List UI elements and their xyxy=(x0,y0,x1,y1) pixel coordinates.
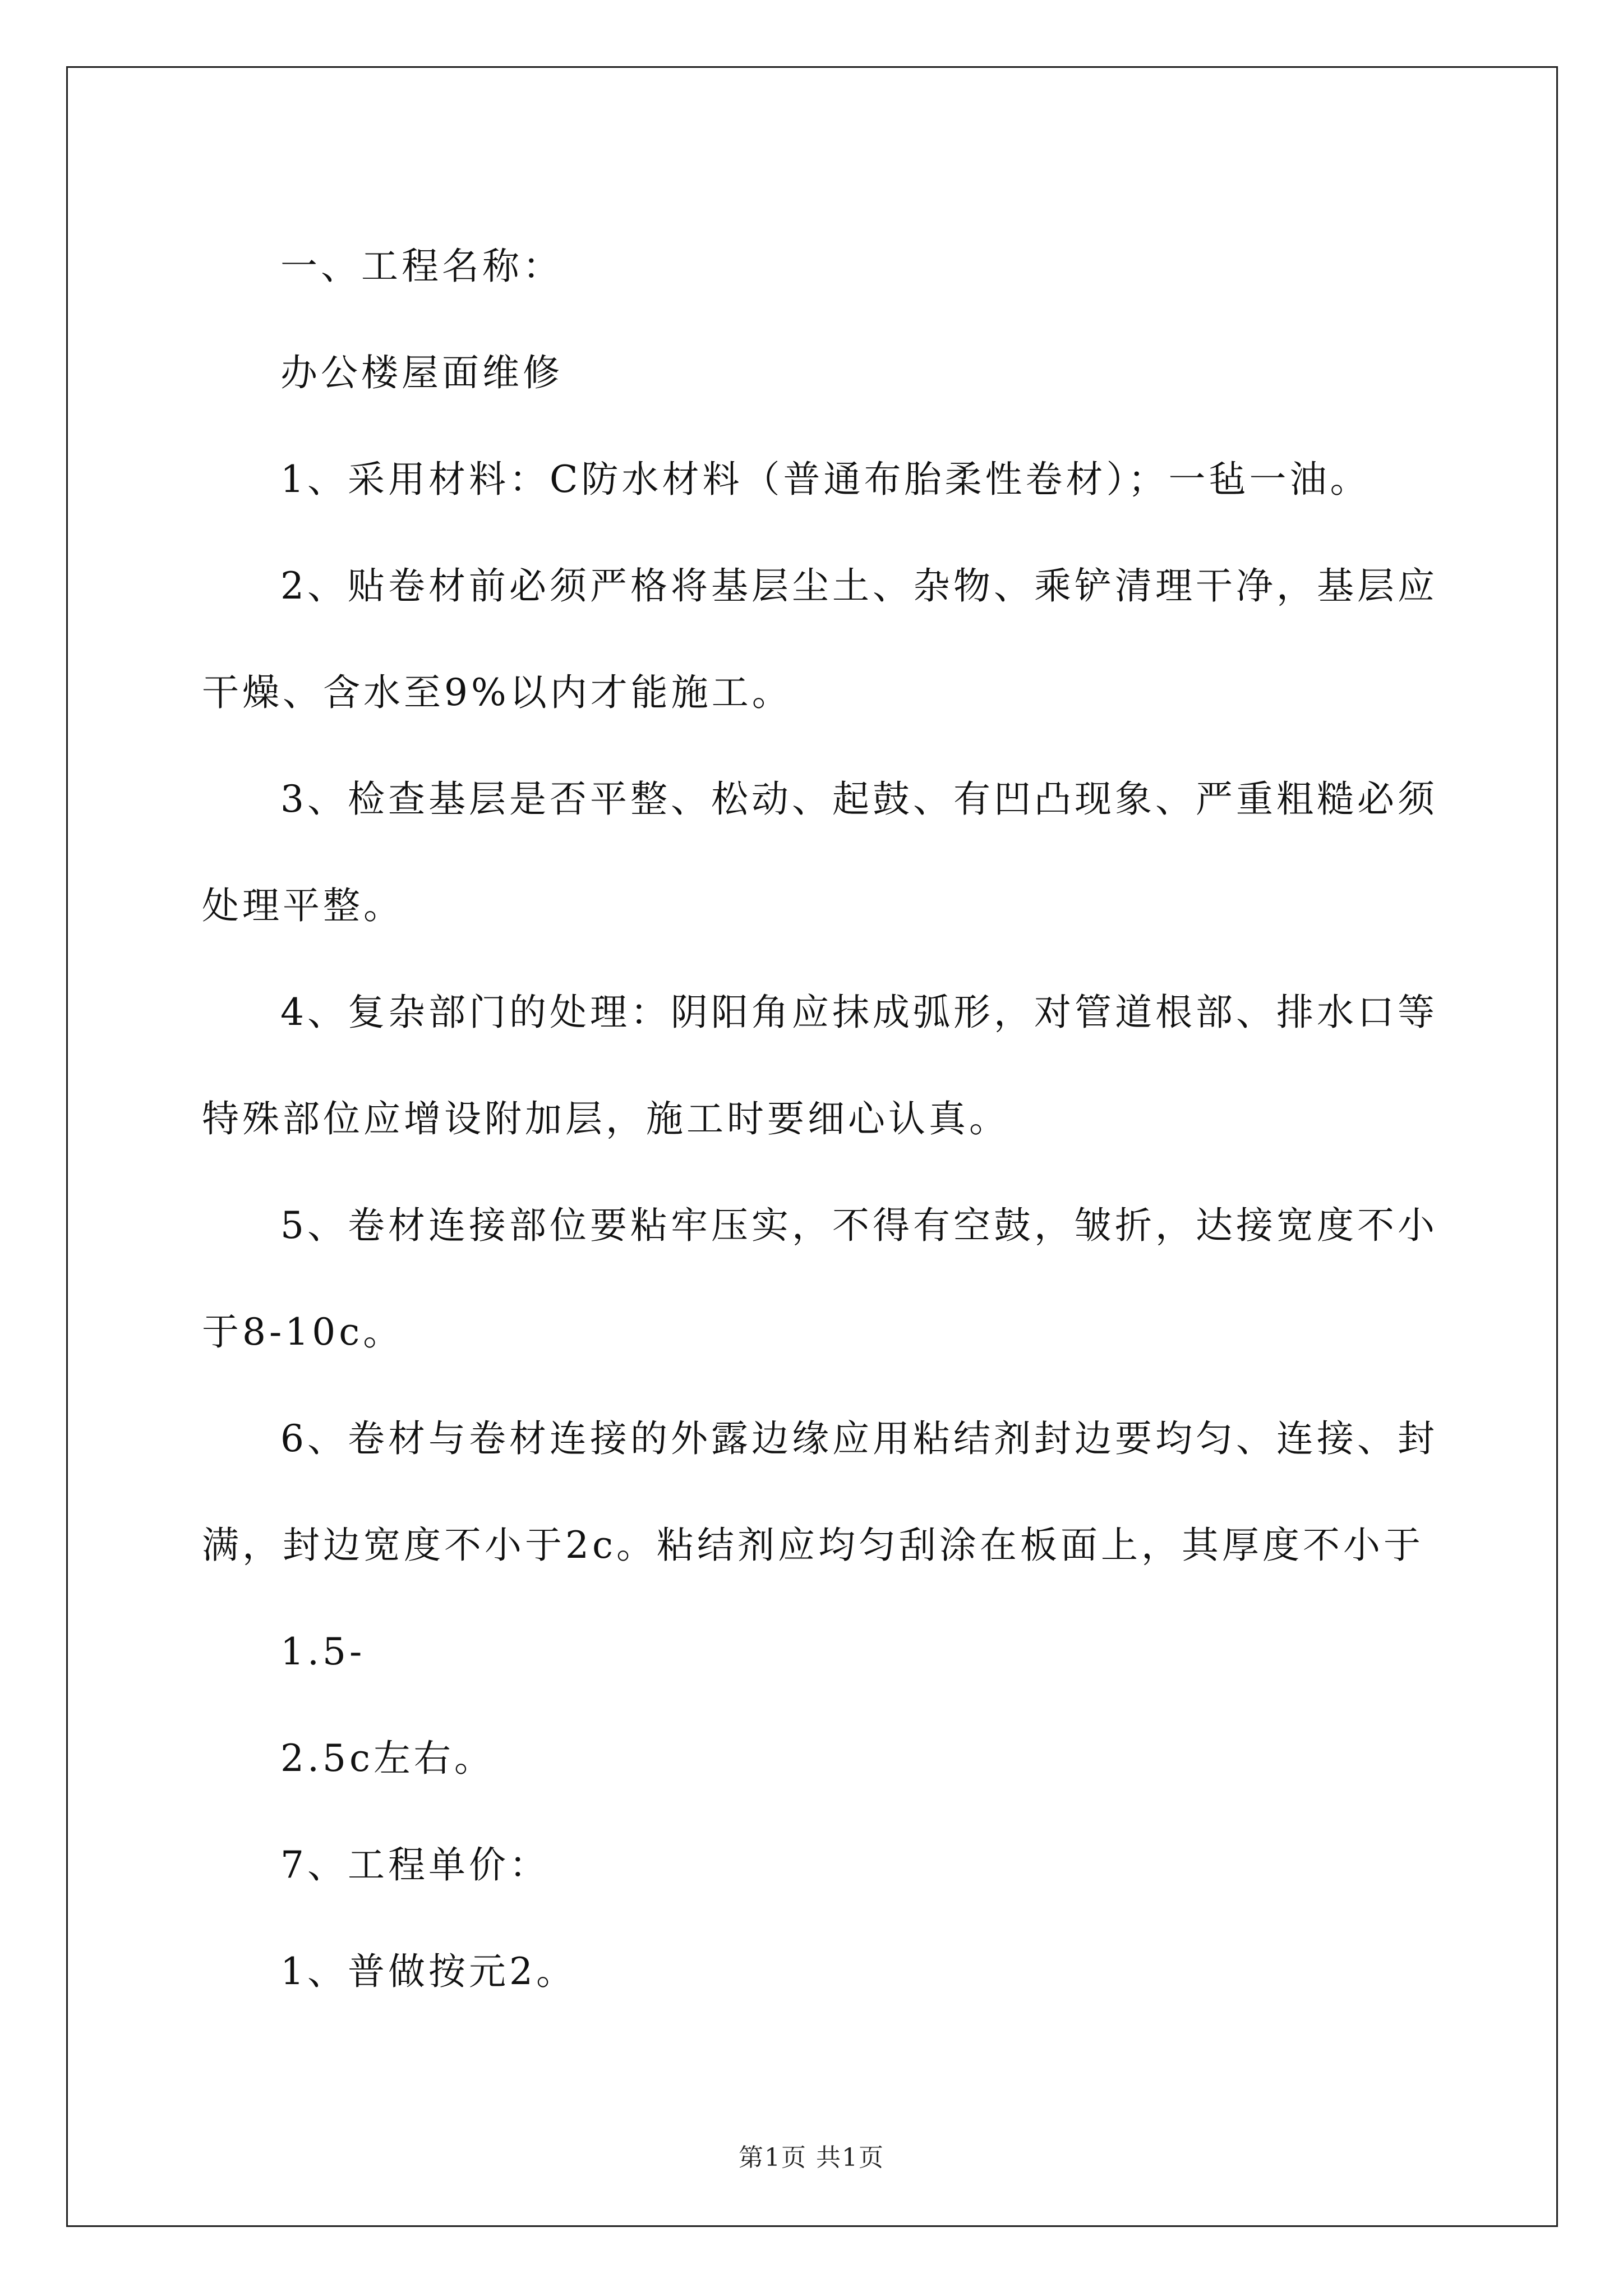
item-4-line-2: 特殊部位应增设附加层，施工时要细心认真。 xyxy=(202,1097,1009,1140)
page-number-footer: 第1页 共1页 xyxy=(739,2143,884,2172)
item-6-line-1: 6、卷材与卷材连接的外露边缘应用粘结剂封边要均匀、连接、封 xyxy=(280,1417,1438,1460)
item-3-line-2: 处理平整。 xyxy=(202,884,404,927)
project-name-value: 办公楼屋面维修 xyxy=(280,351,563,394)
item-7-unit-price: 7、工程单价： xyxy=(280,1843,550,1887)
item-5-line-1: 5、卷材连接部位要粘牢压实，不得有空鼓，皱折，达接宽度不小 xyxy=(280,1204,1438,1247)
heading-project-name: 一、工程名称： xyxy=(280,245,563,288)
item-4-line-1: 4、复杂部门的处理：阴阳角应抹成弧形，对管道根部、排水口等 xyxy=(280,991,1438,1034)
item-2-line-2: 干燥、含水至9%以内才能施工。 xyxy=(202,671,792,714)
item-1-materials: 1、采用材料：C防水材料（普通布胎柔性卷材）；一毡一油。 xyxy=(280,458,1371,501)
item-6-line-4: 2.5c左右。 xyxy=(280,1737,495,1780)
item-6-line-2: 满，封边宽度不小于2c。粘结剂应均匀刮涂在板面上，其厚度不小于 xyxy=(202,1524,1424,1567)
price-item-1: 1、普做按元2。 xyxy=(280,1950,577,1993)
item-6-line-3: 1.5- xyxy=(280,1630,366,1673)
item-5-line-2: 于8-10c。 xyxy=(202,1310,404,1354)
document-body xyxy=(202,213,1436,2025)
item-2-line-1: 2、贴卷材前必须严格将基层尘土、杂物、乘铲清理干净，基层应 xyxy=(280,564,1438,608)
item-3-line-1: 3、检查基层是否平整、松动、起鼓、有凹凸现象、严重粗糙必须 xyxy=(280,777,1438,821)
